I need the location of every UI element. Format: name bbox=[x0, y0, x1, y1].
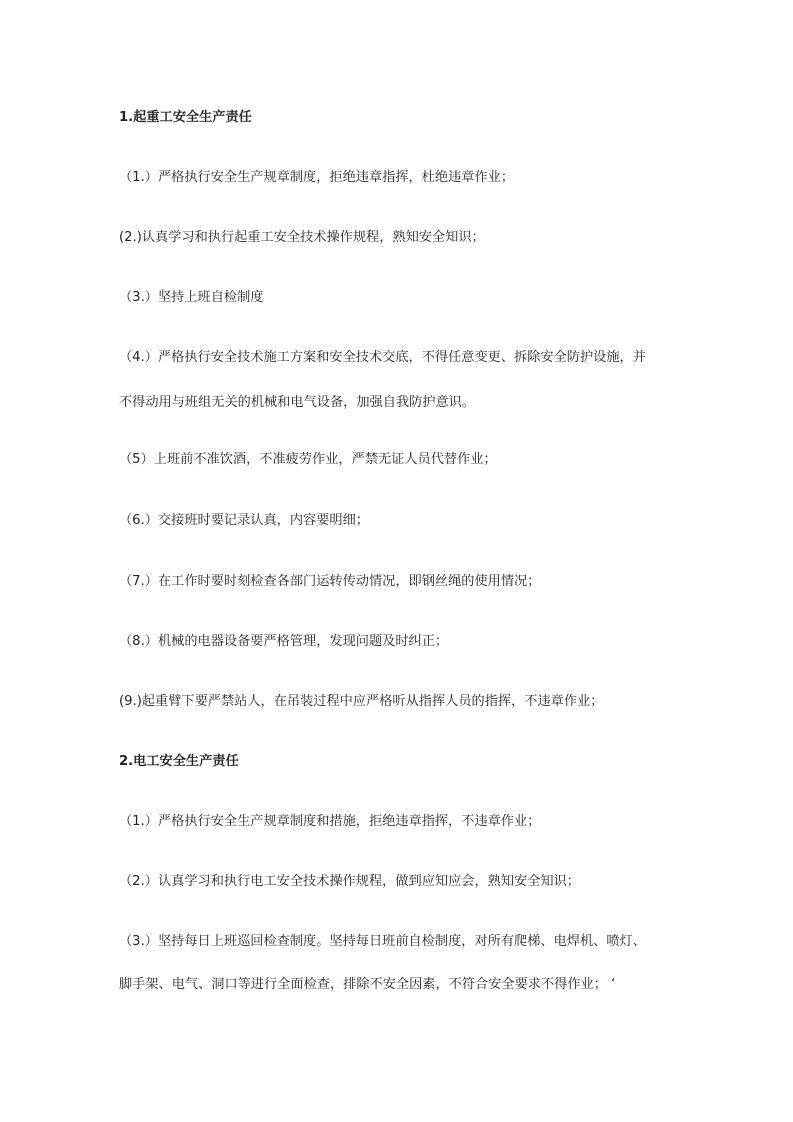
section-1-item-4-line-1: （4.）严格执行安全技术施工方案和安全技术交底，不得任意变更、拆除安全防护设施，并 bbox=[119, 350, 646, 365]
section-1-item-3: （3.）坚持上班自检制度 bbox=[119, 290, 264, 305]
section-2-item-3-line-1: （3.）坚持每日上班巡回检查制度。坚持每日班前自检制度，对所有爬梯、电焊机、喷灯、 bbox=[119, 934, 646, 949]
section-2-item-3-line-2: 脚手架、电气、洞口等进行全面检查，排除不安全因素，不符合安全要求不得作业； ‘ bbox=[119, 977, 616, 992]
section-2-item-2: （2.）认真学习和执行电工安全技术操作规程，做到应知应会，熟知安全知识； bbox=[119, 874, 580, 889]
section-1-item-9: (9.)起重臂下要严禁站人，在吊装过程中应严格听从指挥人员的指挥，不违章作业； bbox=[119, 694, 604, 709]
section-2-heading: 2.电工安全生产责任 bbox=[119, 754, 239, 769]
section-1-item-6: （6.）交接班时要记录认真，内容要明细； bbox=[119, 513, 369, 528]
section-1-item-8: （8.）机械的电器设备要严格管理，发现问题及时纠正； bbox=[119, 634, 449, 649]
section-1-item-1: （1.）严格执行安全生产规章制度，拒绝违章指挥，杜绝违章作业； bbox=[119, 170, 515, 185]
section-1-heading: 1.起重工安全生产责任 bbox=[119, 110, 252, 125]
section-1-item-4-line-2: 不得动用与班组无关的机械和电气设备，加强自我防护意识。 bbox=[119, 395, 476, 410]
section-1-item-5: （5）上班前不准饮酒，不准疲劳作业，严禁无证人员代替作业； bbox=[119, 452, 497, 467]
section-1-item-2: (2.)认真学习和执行起重工安全技术操作规程，熟知安全知识； bbox=[119, 230, 485, 245]
section-2-item-1: （1.）严格执行安全生产规章制度和措施，拒绝违章指挥，不违章作业； bbox=[119, 814, 541, 829]
section-1-item-7: （7.）在工作时要时刻检查各部门运转传动情况，即钢丝绳的使用情况； bbox=[119, 574, 541, 589]
